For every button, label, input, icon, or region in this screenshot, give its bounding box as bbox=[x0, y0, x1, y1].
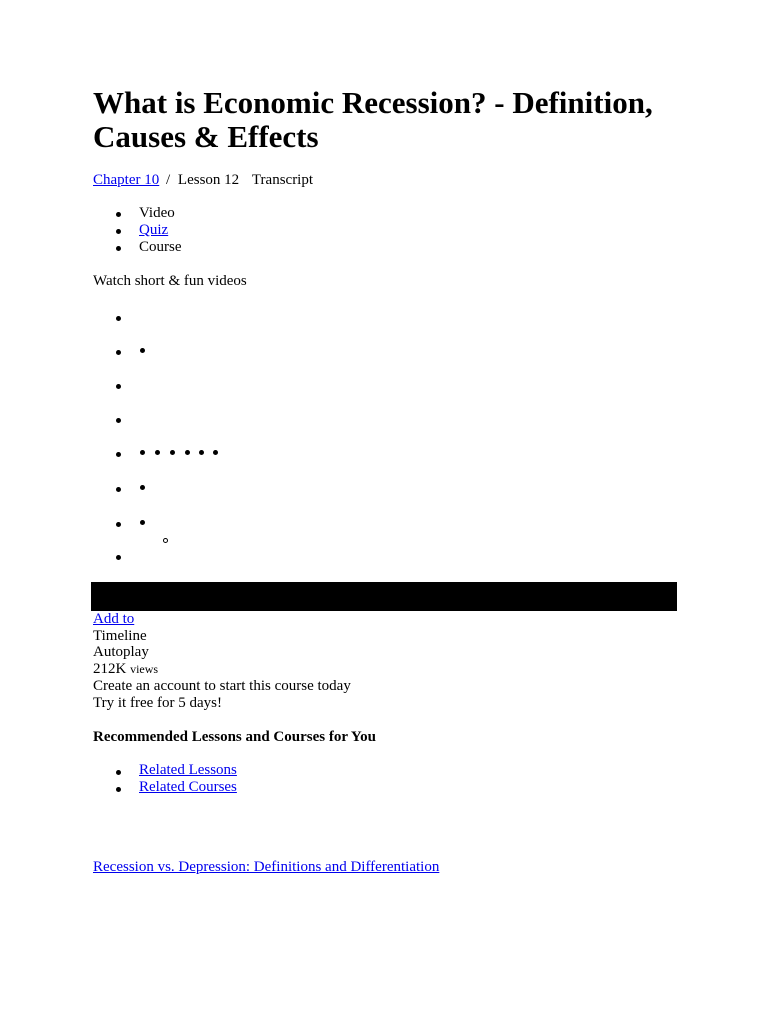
bullet-icon bbox=[116, 418, 121, 423]
bullet-icon bbox=[213, 450, 218, 455]
bullet-icon bbox=[116, 487, 121, 492]
bullet-icon bbox=[155, 450, 160, 455]
timeline-label[interactable]: Timeline bbox=[93, 628, 147, 644]
bullet-icon bbox=[185, 450, 190, 455]
views-counter bbox=[93, 661, 158, 678]
bullet-icon bbox=[116, 316, 121, 321]
bullet-icon bbox=[140, 485, 145, 490]
views-count: 212K bbox=[93, 661, 127, 677]
breadcrumb bbox=[93, 172, 313, 189]
tab-course[interactable]: Course bbox=[139, 239, 182, 255]
breadcrumb-chapter-link[interactable]: Chapter 10 bbox=[93, 172, 160, 188]
related-courses-link[interactable]: Related Courses bbox=[139, 779, 237, 795]
free-trial-text: Try it free for 5 days! bbox=[93, 695, 223, 711]
bullet-icon bbox=[116, 212, 121, 217]
bullet-icon bbox=[116, 229, 121, 234]
bullet-icon bbox=[140, 450, 145, 455]
breadcrumb-lesson: Lesson 12 bbox=[177, 172, 240, 188]
video-player[interactable] bbox=[91, 582, 677, 611]
breadcrumb-separator: / bbox=[165, 172, 171, 188]
bullet-icon bbox=[116, 350, 121, 355]
bullet-icon bbox=[116, 452, 121, 457]
views-label: views bbox=[130, 662, 159, 676]
circle-bullet-icon bbox=[163, 538, 168, 543]
bullet-icon bbox=[140, 520, 145, 525]
autoplay-label[interactable]: Autoplay bbox=[93, 644, 149, 660]
bullet-icon bbox=[116, 384, 121, 389]
tab-video[interactable]: Video bbox=[139, 205, 175, 221]
watch-videos-text: Watch short & fun videos bbox=[93, 273, 247, 289]
bullet-icon bbox=[116, 787, 121, 792]
create-account-text: Create an account to start this course today bbox=[93, 678, 351, 694]
bullet-icon bbox=[116, 246, 121, 251]
bullet-icon bbox=[116, 555, 121, 560]
recommended-heading: Recommended Lessons and Courses for You bbox=[93, 729, 376, 745]
tab-quiz[interactable]: Quiz bbox=[139, 222, 169, 238]
add-to-link[interactable]: Add to bbox=[93, 611, 135, 627]
page-title: What is Economic Recession? - Definition, Causes & Effects bbox=[93, 85, 653, 154]
transcript-link[interactable]: Transcript bbox=[251, 172, 314, 188]
bullet-icon bbox=[170, 450, 175, 455]
related-lesson-link[interactable]: Recession vs. Depression: Definitions and Differentiation bbox=[93, 859, 440, 875]
bullet-icon bbox=[140, 348, 145, 353]
bullet-icon bbox=[199, 450, 204, 455]
bullet-icon bbox=[116, 770, 121, 775]
bullet-icon bbox=[116, 522, 121, 527]
related-lessons-link[interactable]: Related Lessons bbox=[139, 762, 237, 778]
